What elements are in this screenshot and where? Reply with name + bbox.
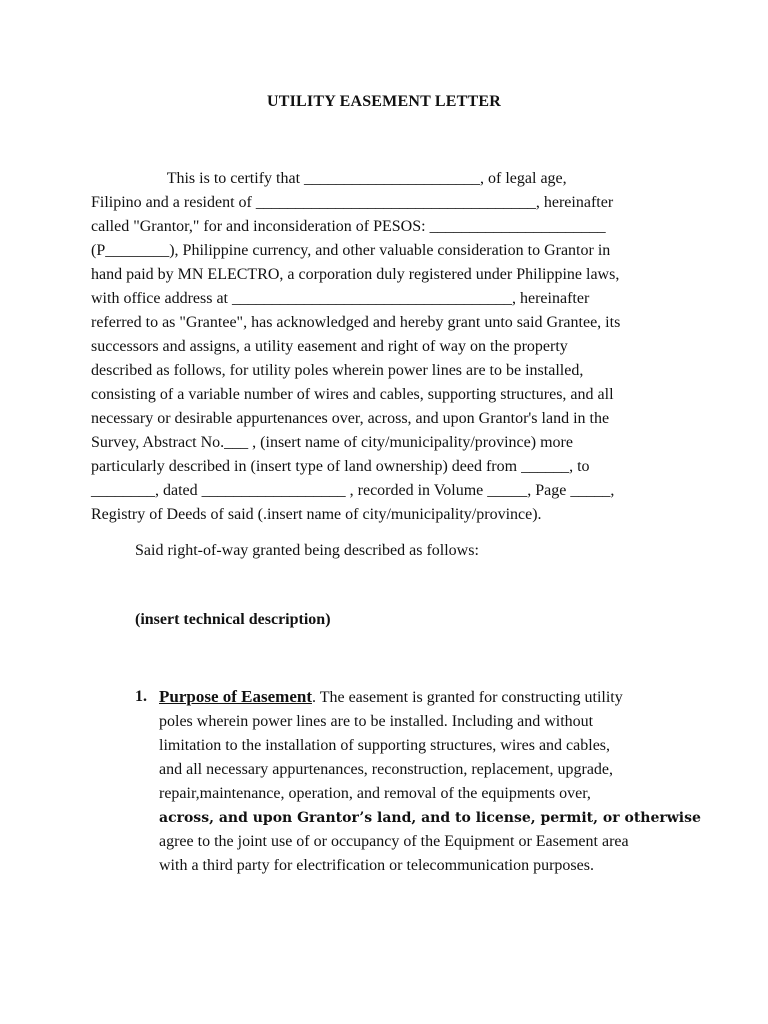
document-title: UTILITY EASEMENT LETTER xyxy=(266,93,501,110)
paragraph-line: particularly described in (insert type of land ownership) deed from ______, to xyxy=(91,458,590,475)
paragraph-line: called "Grantor," for and inconsideration of PESOS: ______________________ xyxy=(91,218,606,235)
paragraph-line: with office address at ___________________________________, hereinafter xyxy=(91,290,590,307)
paragraph-line: hand paid by MN ELECTRO, a corporation duly registered under Philippine laws, xyxy=(91,266,620,283)
item-line: repair,maintenance, operation, and removal of the equipments over, xyxy=(159,785,591,802)
purpose-of-easement-item xyxy=(135,685,701,878)
item-body xyxy=(159,685,701,878)
item-line: . The easement is granted for constructing utility xyxy=(311,689,623,706)
paragraph-line: referred to as "Grantee", has acknowledged and hereby grant unto said Grantee, its xyxy=(91,314,621,331)
paragraph-line: necessary or desirable appurtenances over, across, and upon Grantor's land in the xyxy=(91,410,610,427)
item-line: and all necessary appurtenances, reconstruction, replacement, upgrade, xyxy=(159,761,614,778)
item-first-line xyxy=(159,685,695,710)
paragraph-line: ________, dated __________________ , recorded in Volume _____, Page _____, xyxy=(91,482,615,499)
item-heading: Purpose of Easement xyxy=(159,687,312,706)
paragraph-line: consisting of a variable number of wires and cables, supporting structures, and all xyxy=(91,386,614,403)
paragraph-line: Registry of Deeds of said (.insert name of city/municipality/province). xyxy=(91,506,542,523)
item-number: 1. xyxy=(135,688,147,705)
paragraph-line: Filipino and a resident of ___________________________________, hereinafter xyxy=(91,194,614,211)
item-line-bold: across, and upon Grantor’s land, and to license, permit, or otherwise xyxy=(159,810,701,826)
item-line: agree to the joint use of or occupancy of the Equipment or Easement area xyxy=(159,833,629,850)
certification-paragraph xyxy=(91,167,691,527)
item-line: with a third party for electrification or telecommunication purposes. xyxy=(159,857,594,874)
paragraph-line: This is to certify that ______________________, of legal age, xyxy=(91,170,567,187)
paragraph-line: Survey, Abstract No.___ , (insert name of city/municipality/province) more xyxy=(91,434,573,451)
paragraph-line: described as follows, for utility poles wherein power lines are to be installed, xyxy=(91,362,584,379)
item-line: limitation to the installation of supporting structures, wires and cables, xyxy=(159,737,611,754)
right-of-way-paragraph: Said right-of-way granted being described as follows: xyxy=(135,542,479,559)
paragraph-line: successors and assigns, a utility easement and right of way on the property xyxy=(91,338,568,355)
paragraph-line: (P________), Philippine currency, and other valuable consideration to Grantor in xyxy=(91,242,611,259)
item-line: poles wherein power lines are to be installed. Including and without xyxy=(159,713,594,730)
technical-description-placeholder: (insert technical description) xyxy=(135,611,331,628)
